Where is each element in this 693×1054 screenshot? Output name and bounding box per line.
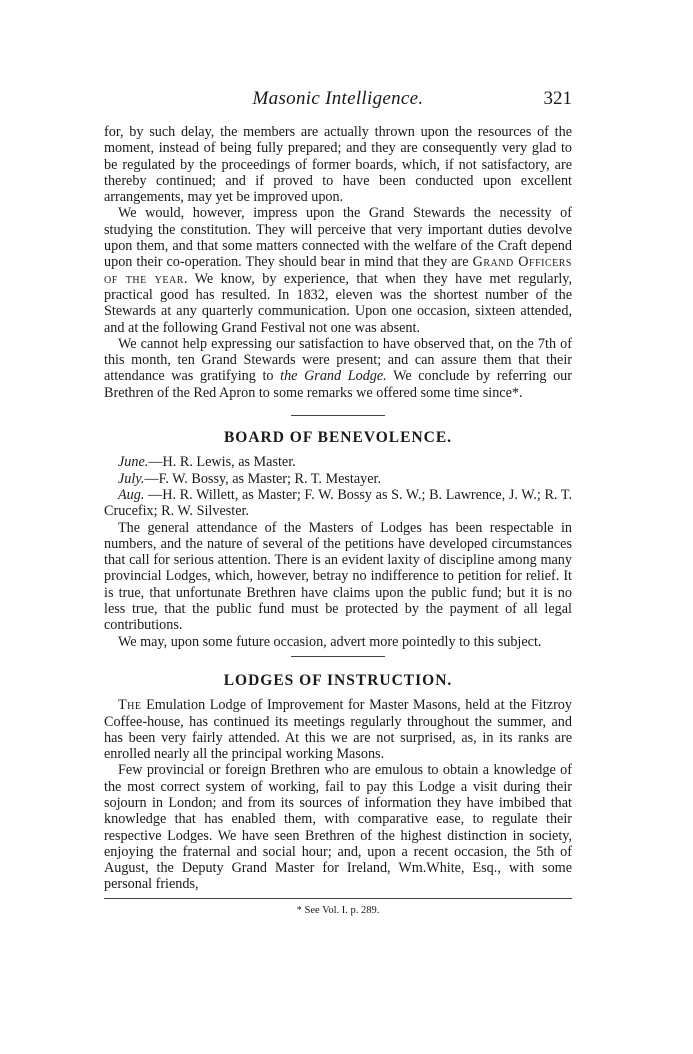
entry-month: June. <box>118 454 149 471</box>
footnote: * See Vol. I. p. 289. <box>296 904 380 916</box>
entry-month: July. <box>118 470 145 487</box>
instruction-p1-text: Emulation Lodge of Improvement for Master Masons, held at the Fitzroy Coffee-house, has continued its meetings regularly throughout the summer, and has been very fairly attended. At this we are not surprised, as, in its ranks are enrolled nearly all the principal working Masons. <box>104 697 572 763</box>
intro-p3-text-b: We conclude by referring our Brethren of the Red Apron to some remarks we offered some time since*. <box>104 368 572 401</box>
page-header <box>104 88 572 114</box>
intro-paragraph-3 <box>104 336 572 401</box>
page-number: 321 <box>543 88 572 109</box>
benevolence-paragraph-2: We may, upon some future occasion, advert more pointedly to this subject. <box>118 633 542 650</box>
intro-paragraph-2 <box>104 205 572 335</box>
entry-text: —H. R. Willett, as Master; F. W. Bossy as S. W.; B. Lawrence, J. W.; R. T. Crucefix; R. W. Silvester. <box>104 486 572 520</box>
intro-p3-text-a: We cannot help expressing our satisfaction to have observed that, on the 7th of this month, ten Grand Stewards were present; and can assure them that their attendance was gratifying to <box>104 335 572 385</box>
intro-p2-text-b: . We know, by experience, that when they have met regularly, practical good has resulted. In 1832, eleven was the shortest number of the Stewards at any quarterly communication. Upon one occasion, sixteen attended, and at the following Grand Festival not one was absent. <box>104 270 572 336</box>
benevolence-entry-july <box>104 471 572 487</box>
instruction-paragraph-1 <box>104 697 572 762</box>
intro-paragraph-1: for, by such delay, the members are actually thrown upon the resources of the moment, instead of being fully prepared; and they are consequently very glad to be regulated by the proceedings of former boards, which, if not satisfactory, are thereby continued; and if proved to have been conducted upon excellent arrangements, may yet be improved upon. <box>104 124 572 206</box>
entry-text: —F. W. Bossy, as Master; R. T. Mestayer. <box>144 470 382 487</box>
benevolence-paragraph-1: The general attendance of the Masters of Lodges has been respectable in numbers, and the nature of several of the petitions have developed circumstances that call for serious attention. There is an evident laxity of discipline among many provincial Lodges, which, however, betray no indifference to petition for relief. It is true, that unfortunate Brethren have claims upon the public fund; but it is no less true, that the public fund must be protected by the payment of all legal contributions. <box>104 519 572 634</box>
benevolence-heading: BOARD OF BENEVOLENCE. <box>223 429 453 447</box>
grand-lodge-phrase: the Grand Lodge. <box>280 368 387 385</box>
instruction-paragraph-2: Few provincial or foreign Brethren who are emulous to obtain a knowledge of the most correct system of working, fail to pay this Lodge a visit during their sojourn in London; and from its sources of information they have imbibed that knowledge that has enabled them, with comparative ease, to regulate their respective Lodges. We have seen Brethren of the highest distinction in society, enjoying the fraternal and social hour; and, upon a recent occasion, the 5th of August, the Deputy Grand Master for Ireland, Wm.White, Esq., with some personal friends, <box>104 762 572 893</box>
footnote-rule <box>104 898 572 899</box>
opening-word: The <box>118 697 142 714</box>
entry-text: —H. R. Lewis, as Master. <box>148 454 296 471</box>
intro-p2-text-a: We would, however, impress upon the Grand Stewards the necessity of studying the constitution. They will perceive that very important duties devolve upon them, and that some matters connected with the welfare of the Craft depend upon their co-operation. They should bear in mind that they are <box>104 205 572 271</box>
page-body <box>104 124 572 919</box>
benevolence-entry-june <box>104 454 572 470</box>
entry-month: Aug. <box>118 486 145 503</box>
grand-officers-phrase: Grand Officers of the year <box>104 254 572 287</box>
running-title: Masonic Intelligence. <box>252 88 424 109</box>
instruction-heading: LODGES OF INSTRUCTION. <box>223 671 453 689</box>
benevolence-entry-aug <box>104 487 572 520</box>
